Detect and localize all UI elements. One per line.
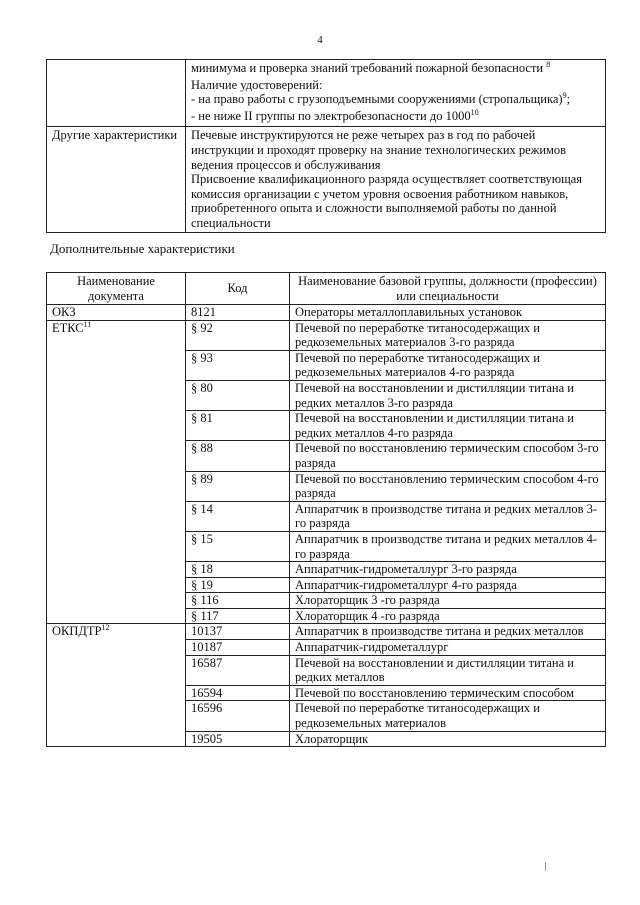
header-name: Наименование базовой группы, должности (профессии) или специальности: [290, 273, 606, 305]
other-characteristics-label: Другие характеристики: [47, 127, 186, 232]
name-cell: Печевой по восстановлению термическим способом: [290, 685, 606, 701]
table-row-okz: [47, 305, 606, 321]
code-cell: 8121: [186, 305, 290, 321]
doc-cell-etks: ЕТКС$^{11}$: [47, 320, 186, 624]
name-cell: Аппаратчик в производстве титана и редких металлов 4-го разряда: [290, 531, 606, 561]
code-cell: 16594: [186, 685, 290, 701]
code-cell: § 92: [186, 320, 290, 350]
table-header-row: [47, 273, 606, 305]
name-cell: Аппаратчик в производстве титана и редких металлов 3-го разряда: [290, 501, 606, 531]
page-number: 4: [317, 34, 323, 46]
code-cell: § 80: [186, 380, 290, 410]
doc-cell-okpdtr: ОКПДТР$^{12}$: [47, 624, 186, 747]
requirement-line: - на право работы с грузоподъемными сооружениями (стропальщика)$^9$;: [191, 91, 571, 107]
name-cell: Печевой по переработке титаносодержащих и редкоземельных материалов: [290, 701, 606, 731]
code-cell: § 89: [186, 471, 290, 501]
name-cell: Печевой по переработке титаносодержащих и редкоземельных материалов 3-го разряда: [290, 320, 606, 350]
name-cell: Печевой по восстановлению термическим способом 3-го разряда: [290, 441, 606, 471]
additional-characteristics-table: [46, 272, 606, 747]
other-characteristics-cell: [186, 127, 606, 232]
table-row: [47, 320, 606, 350]
code-cell: § 81: [186, 411, 290, 441]
code-cell: 16596: [186, 701, 290, 731]
code-cell: § 18: [186, 562, 290, 578]
name-cell: Печевой по восстановлению термическим способом 4-го разряда: [290, 471, 606, 501]
code-cell: § 116: [186, 593, 290, 609]
requirement-line: минимума и проверка знаний требований пожарной безопасности $^8$: [191, 60, 551, 75]
table-row: [47, 624, 606, 640]
name-cell: Аппаратчик в производстве титана и редких металлов: [290, 624, 606, 640]
qualification-requirements-table: [46, 59, 606, 233]
requirement-line: - не ниже II группы по электробезопасности до 1000$^{10}$: [191, 107, 479, 123]
name-cell: Операторы металлоплавильных установок: [290, 305, 606, 321]
code-cell: § 117: [186, 608, 290, 624]
code-cell: § 93: [186, 350, 290, 380]
code-cell: 19505: [186, 731, 290, 747]
name-cell: Аппаратчик-гидрометаллург 4-го разряда: [290, 577, 606, 593]
code-cell: 16587: [186, 655, 290, 685]
name-cell: Аппаратчик-гидрометаллург 3-го разряда: [290, 562, 606, 578]
name-cell: Печевой на восстановлении и дистилляции титана и редких металлов 3-го разряда: [290, 380, 606, 410]
doc-cell: ОКЗ: [47, 305, 186, 321]
section-title: Дополнительные характеристики: [50, 241, 235, 256]
code-cell: 10137: [186, 624, 290, 640]
code-cell: § 15: [186, 531, 290, 561]
footnote-ref: 11: [83, 319, 92, 329]
code-cell: 10187: [186, 640, 290, 656]
header-code: Код: [186, 273, 290, 305]
footnote-ref: 10: [470, 107, 479, 117]
requirements-cell: [186, 60, 606, 127]
name-cell: Хлораторщик 4 -го разряда: [290, 608, 606, 624]
table-body: [47, 305, 606, 747]
table-row: [47, 127, 606, 232]
header-document: Наименование документа: [47, 273, 186, 305]
name-cell: Печевой на восстановлении и дистилляции титана и редких металлов 4-го разряда: [290, 411, 606, 441]
name-cell: Печевой на восстановлении и дистилляции титана и редких металлов: [290, 655, 606, 685]
name-cell: Аппаратчик-гидрометаллург: [290, 640, 606, 656]
footnote-ref: 8: [546, 60, 551, 69]
footnote-ref: 9: [562, 91, 567, 101]
code-cell: § 14: [186, 501, 290, 531]
requirement-line: Наличие удостоверений:: [191, 77, 323, 92]
row-label-empty: [47, 60, 186, 127]
name-cell: Хлораторщик 3 -го разряда: [290, 593, 606, 609]
footnote-ref: 12: [101, 623, 110, 633]
name-cell: Хлораторщик: [290, 731, 606, 747]
table-row: [47, 60, 606, 127]
code-cell: § 19: [186, 577, 290, 593]
paragraph: Печевые инструктируются не реже четырех раз в год по рабочей инструкции и проходят проверку на знание технологических режимов ведения процессов и обслуживания: [191, 128, 567, 172]
paragraph: Присвоение квалификационного разряда осуществляет соответствующая комиссия организации с учетом уровня освоения работником навыков, приобретенного опыта и сложности выполняемой работы по данной специальности: [191, 172, 583, 230]
scan-mark: [545, 862, 546, 871]
name-cell: Печевой по переработке титаносодержащих и редкоземельных материалов 4-го разряда: [290, 350, 606, 380]
code-cell: § 88: [186, 441, 290, 471]
